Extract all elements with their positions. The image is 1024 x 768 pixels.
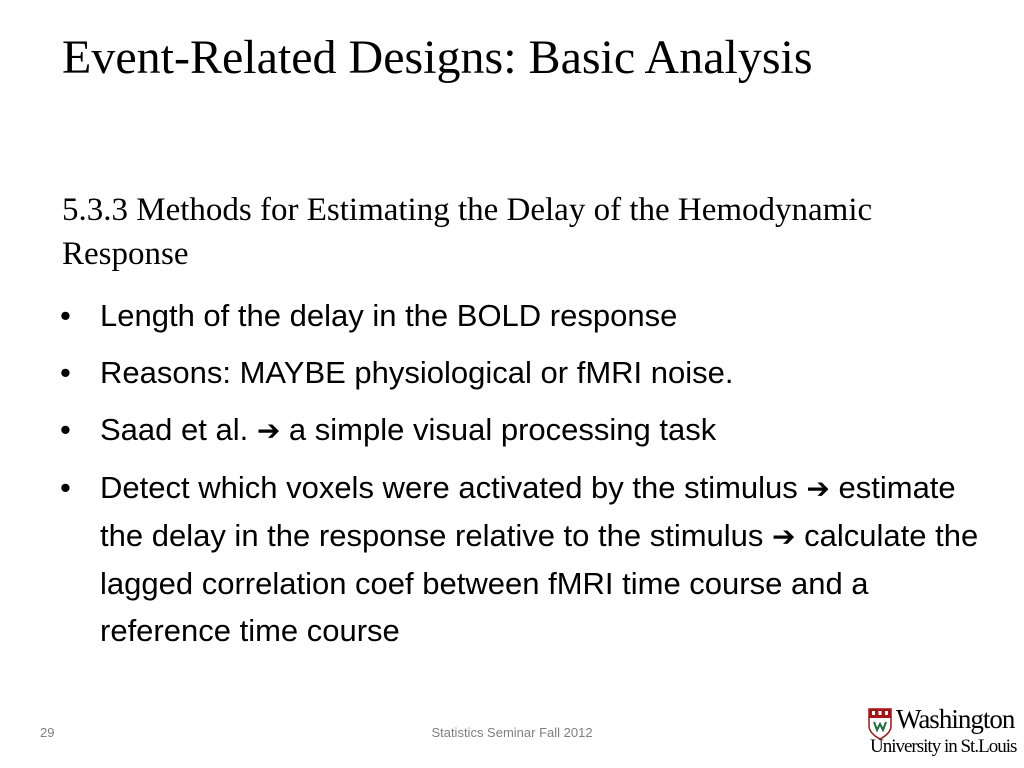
bullet-text: estimate the delay in the response relative to the stimulus xyxy=(100,470,956,553)
bullet-text: calculate the lagged correlation coef between fMRI time course and a reference time course xyxy=(100,518,979,648)
bullet-text: a simple visual processing task xyxy=(280,412,717,447)
bullet-item-4 xyxy=(60,464,980,654)
bullet-dot-icon: • xyxy=(60,298,71,333)
university-logo xyxy=(868,706,1018,758)
bullet-dot-icon: • xyxy=(60,470,71,505)
bullet-text: Reasons: MAYBE physiological or fMRI noise. xyxy=(100,355,734,390)
bullet-item-1 xyxy=(60,292,980,339)
footer-text: Statistics Seminar Fall 2012 xyxy=(431,725,593,740)
bullet-item-2 xyxy=(60,349,980,396)
bullet-list xyxy=(60,292,980,664)
right-arrow-icon: ➔ xyxy=(256,414,281,447)
right-arrow-icon: ➔ xyxy=(772,520,796,553)
bullet-text: Saad et al. xyxy=(100,412,257,447)
right-arrow-icon: ➔ xyxy=(806,472,830,505)
logo-line1: Washington xyxy=(896,704,1015,734)
bullet-dot-icon: • xyxy=(60,355,71,390)
bullet-text: Length of the delay in the BOLD response xyxy=(100,298,678,333)
logo-line2: University in St.Louis xyxy=(870,736,1017,757)
slide-title: Event-Related Designs: Basic Analysis xyxy=(62,31,813,84)
page-number: 29 xyxy=(40,725,55,740)
bullet-item-3 xyxy=(60,406,980,454)
bullet-dot-icon: • xyxy=(60,412,71,447)
bullet-text: Detect which voxels were activated by the stimulus xyxy=(100,470,807,505)
slide-subtitle: 5.3.3 Methods for Estimating the Delay of the Hemodynamic Response xyxy=(62,192,873,272)
